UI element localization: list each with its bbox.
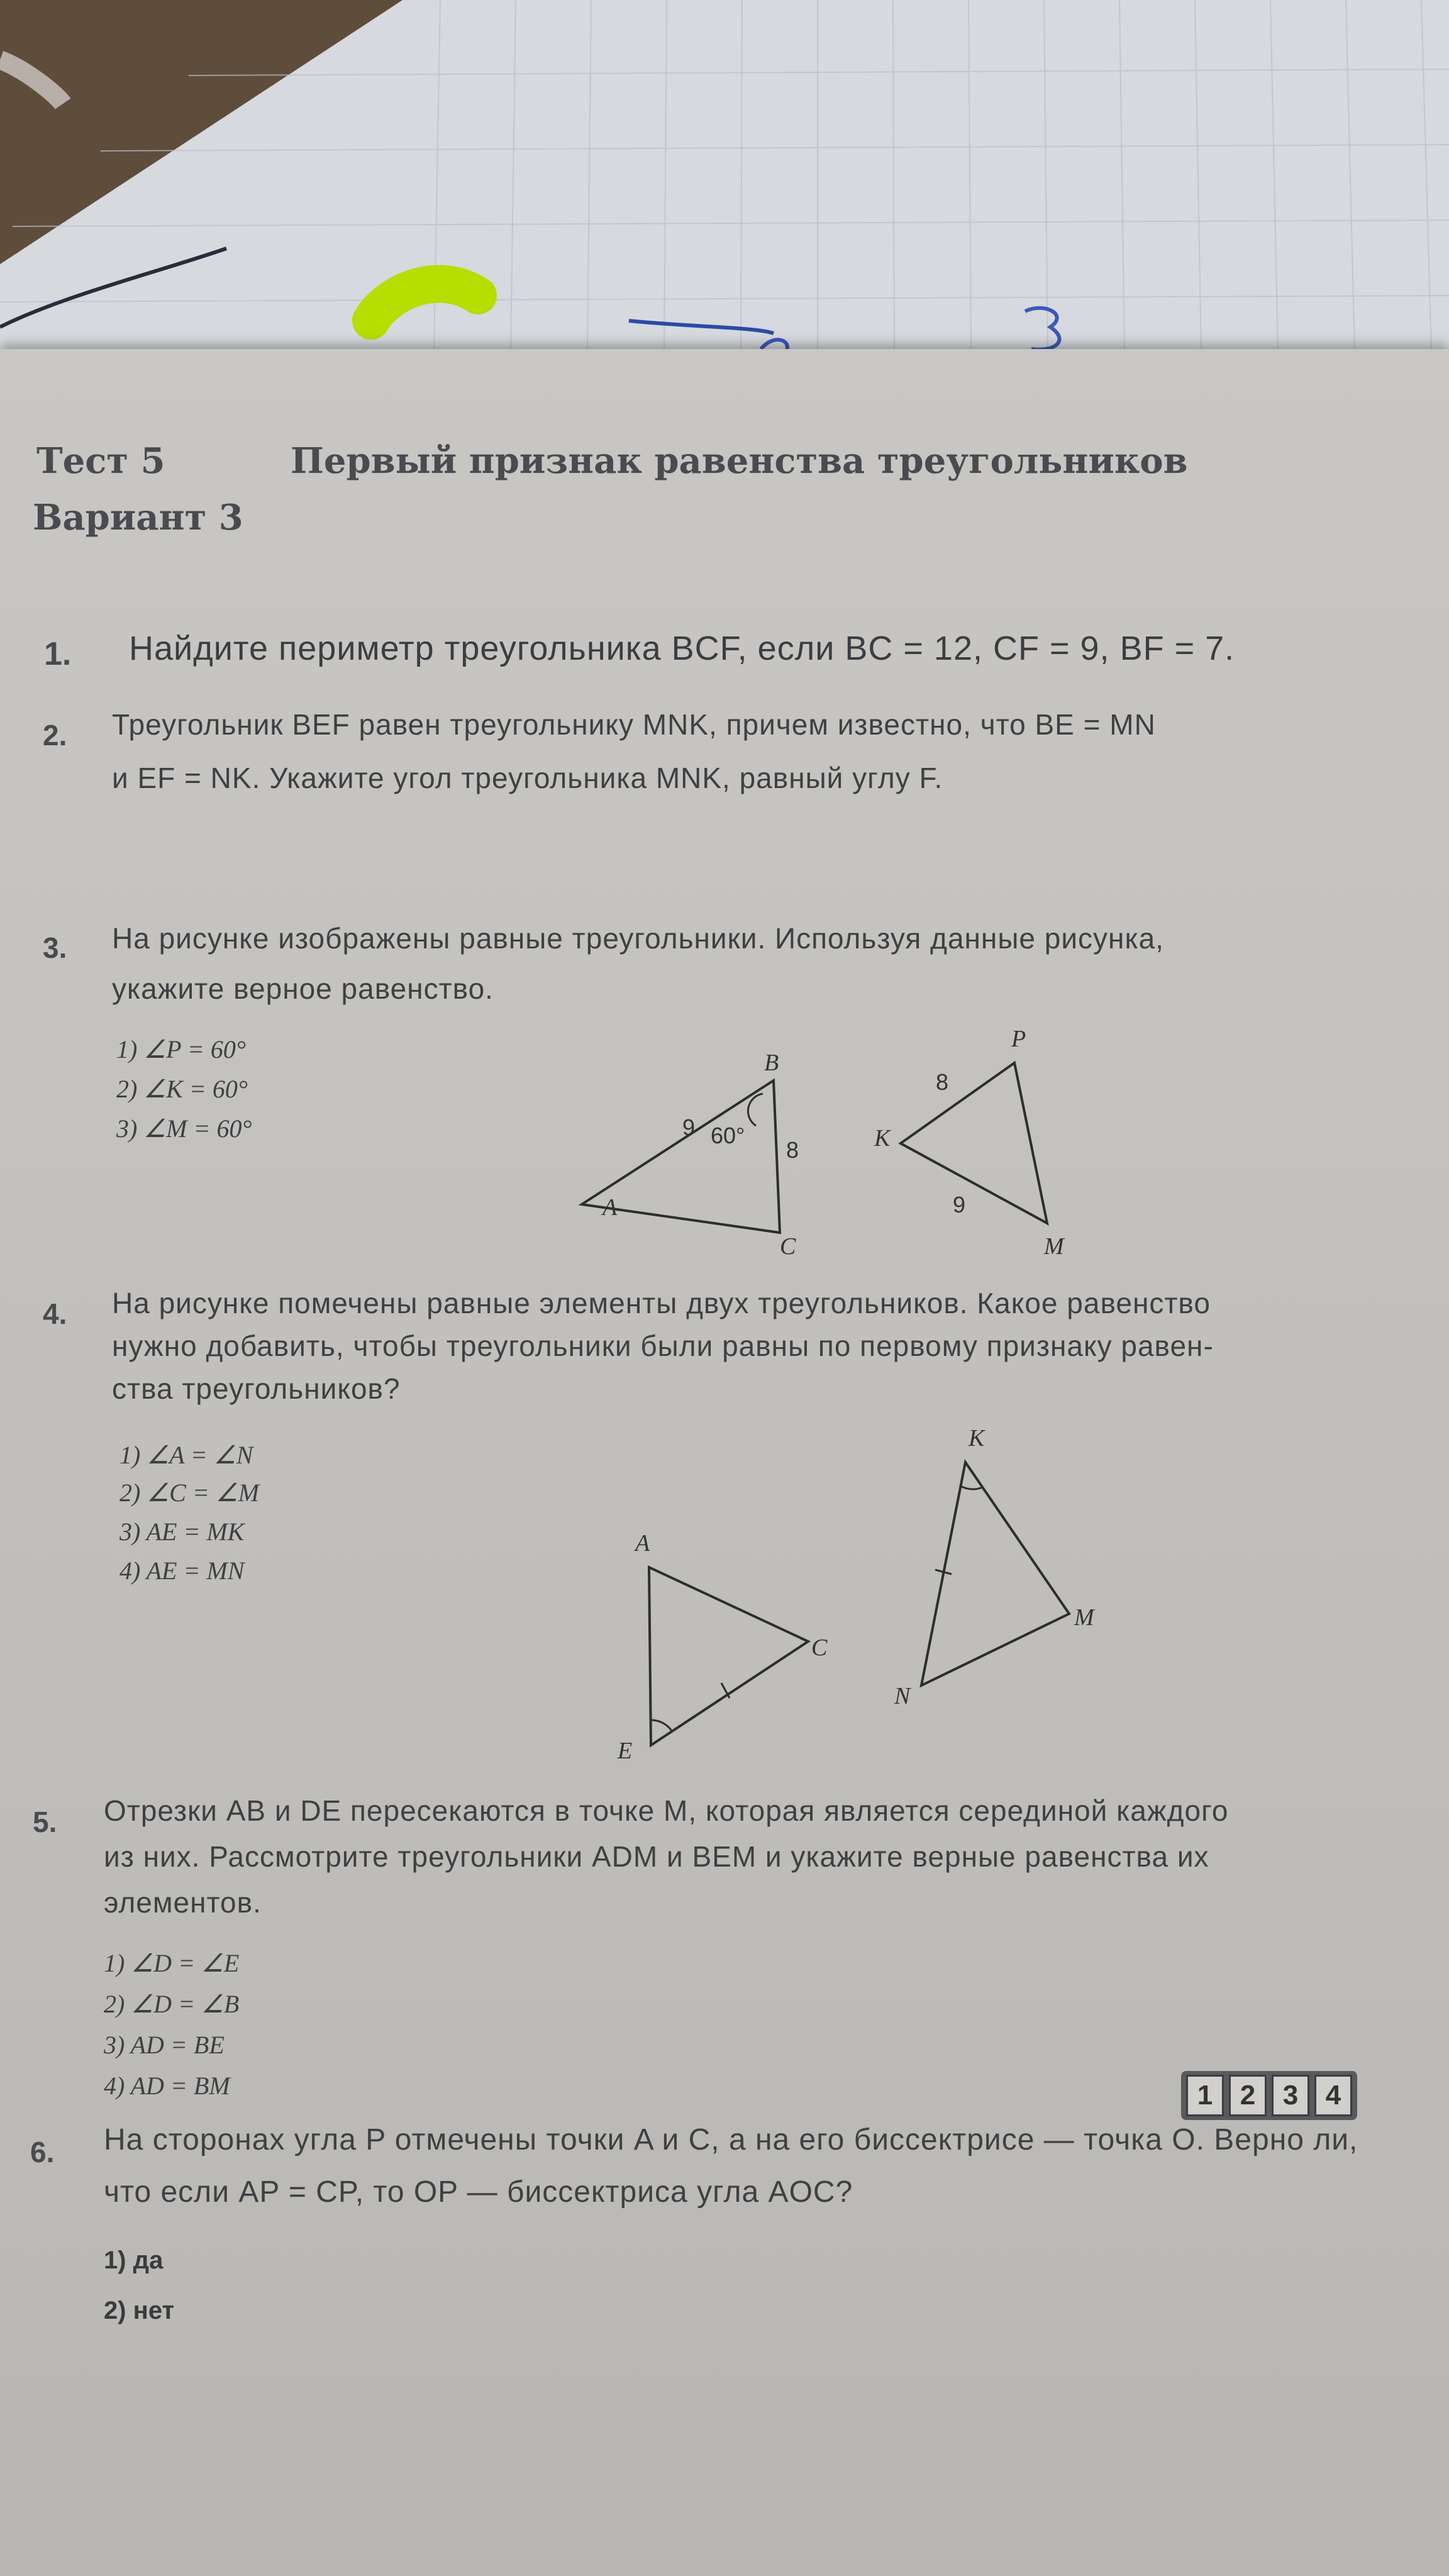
task-3-vertex-c: C (780, 1233, 796, 1260)
answer-box-2[interactable]: 2 (1229, 2075, 1267, 2116)
task-4-option-1[interactable]: 1) ∠A = ∠N (119, 1441, 253, 1469)
task-4-vertex-k: K (969, 1425, 985, 1452)
task-4-vertex-c: C (811, 1635, 828, 1661)
task-3-vertex-p: P (1011, 1026, 1026, 1052)
task-6-option-2[interactable]: 2) нет (104, 2297, 175, 2324)
task-4-line-3: ства треугольников? (112, 1372, 401, 1405)
task-5-option-1[interactable]: 1) ∠D = ∠E (104, 1949, 240, 1977)
task-6-option-1[interactable]: 1) да (104, 2246, 164, 2274)
task-4-vertex-e: E (618, 1738, 633, 1764)
task-6-line-1: На сторонах угла P отмечены точки A и C, а на его биссектрисе — точка O. Верно ли, (104, 2123, 1358, 2157)
task-4-angle-e-arc (652, 1720, 672, 1731)
task-3-vertex-k: K (874, 1125, 891, 1152)
task-4-vertex-a: A (635, 1530, 650, 1557)
task-5-option-2[interactable]: 2) ∠D = ∠B (104, 1990, 240, 2018)
variant-label: Вариант 3 (33, 497, 243, 538)
task-6-number: 6. (30, 2136, 55, 2168)
answer-box-3[interactable]: 3 (1272, 2075, 1309, 2116)
task-4-vertex-m: M (1074, 1604, 1094, 1631)
task-4-option-3[interactable]: 3) AE = MK (119, 1518, 245, 1546)
task-3-line-1: На рисунке изображены равные треугольники. Используя данные рисунка, (112, 922, 1164, 955)
task-4-option-4[interactable]: 4) AE = MN (119, 1557, 245, 1585)
task-4-line-2: нужно добавить, чтобы треугольники были равны по первому признаку равен- (112, 1330, 1214, 1362)
answer-box-4[interactable]: 4 (1314, 2075, 1352, 2116)
task-2-line-1: Треугольник BEF равен треугольнику MNK, причем известно, что BE = MN (112, 708, 1156, 741)
task-3-number: 3. (43, 931, 67, 964)
task-5-line-3: элементов. (104, 1886, 262, 1919)
task-3-vertex-m: M (1044, 1233, 1064, 1260)
task-2-line-2: и EF = NK. Укажите угол треугольника MNK, равный углу F. (112, 762, 943, 794)
task-3-side-ab-label: 9 (682, 1114, 696, 1140)
task-3-option-2[interactable]: 2) ∠K = 60° (116, 1075, 248, 1103)
task-3-side-bc-label: 8 (786, 1137, 799, 1163)
test-label: Тест 5 (36, 440, 165, 482)
test-topic: Первый признак равенства треугольников (291, 440, 1188, 482)
task-5-number: 5. (33, 1806, 57, 1838)
task-3-line-2: укажите верное равенство. (112, 972, 494, 1005)
task-3-side-kp-label: 8 (936, 1069, 949, 1095)
task-3-vertex-a: A (602, 1194, 618, 1221)
task-3-option-3[interactable]: 3) ∠M = 60° (116, 1114, 252, 1143)
task-2-number: 2. (43, 719, 67, 752)
task-4-angle-k-arc (960, 1485, 982, 1489)
task-3-angle-label: 60° (711, 1123, 745, 1148)
task-3-option-1[interactable]: 1) ∠P = 60° (116, 1035, 246, 1063)
task-3-side-km-label: 9 (953, 1192, 966, 1218)
task-4-number: 4. (43, 1297, 67, 1330)
task-3-vertex-b: B (764, 1050, 779, 1076)
answer-box-1[interactable]: 1 (1186, 2075, 1224, 2116)
task-5-option-3[interactable]: 3) AD = BE (104, 2031, 225, 2059)
task-4-triangle-ace (649, 1567, 808, 1745)
task-5-answer-boxes (1181, 2071, 1357, 2120)
task-4-vertex-n: N (894, 1683, 911, 1709)
task-6-line-2: что если AP = CP, то OP — биссектриса угла AOC? (104, 2175, 853, 2209)
task-5-option-4[interactable]: 4) AD = BM (104, 2072, 230, 2100)
task-5-line-2: из них. Рассмотрите треугольники ADM и BEM и укажите верные равенства их (104, 1840, 1209, 1873)
task-4-triangle-kmn (921, 1462, 1069, 1685)
task-5-line-1: Отрезки AB и DE пересекаются в точке M, которая является серединой каждого (104, 1794, 1229, 1827)
task-1-text: Найдите периметр треугольника BCF, если BC = 12, CF = 9, BF = 7. (129, 630, 1235, 667)
task-4-option-2[interactable]: 2) ∠C = ∠M (119, 1479, 260, 1507)
task-1-number: 1. (44, 636, 72, 672)
task-4-line-1: На рисунке помечены равные элементы двух треугольников. Какое равенство (112, 1287, 1211, 1319)
